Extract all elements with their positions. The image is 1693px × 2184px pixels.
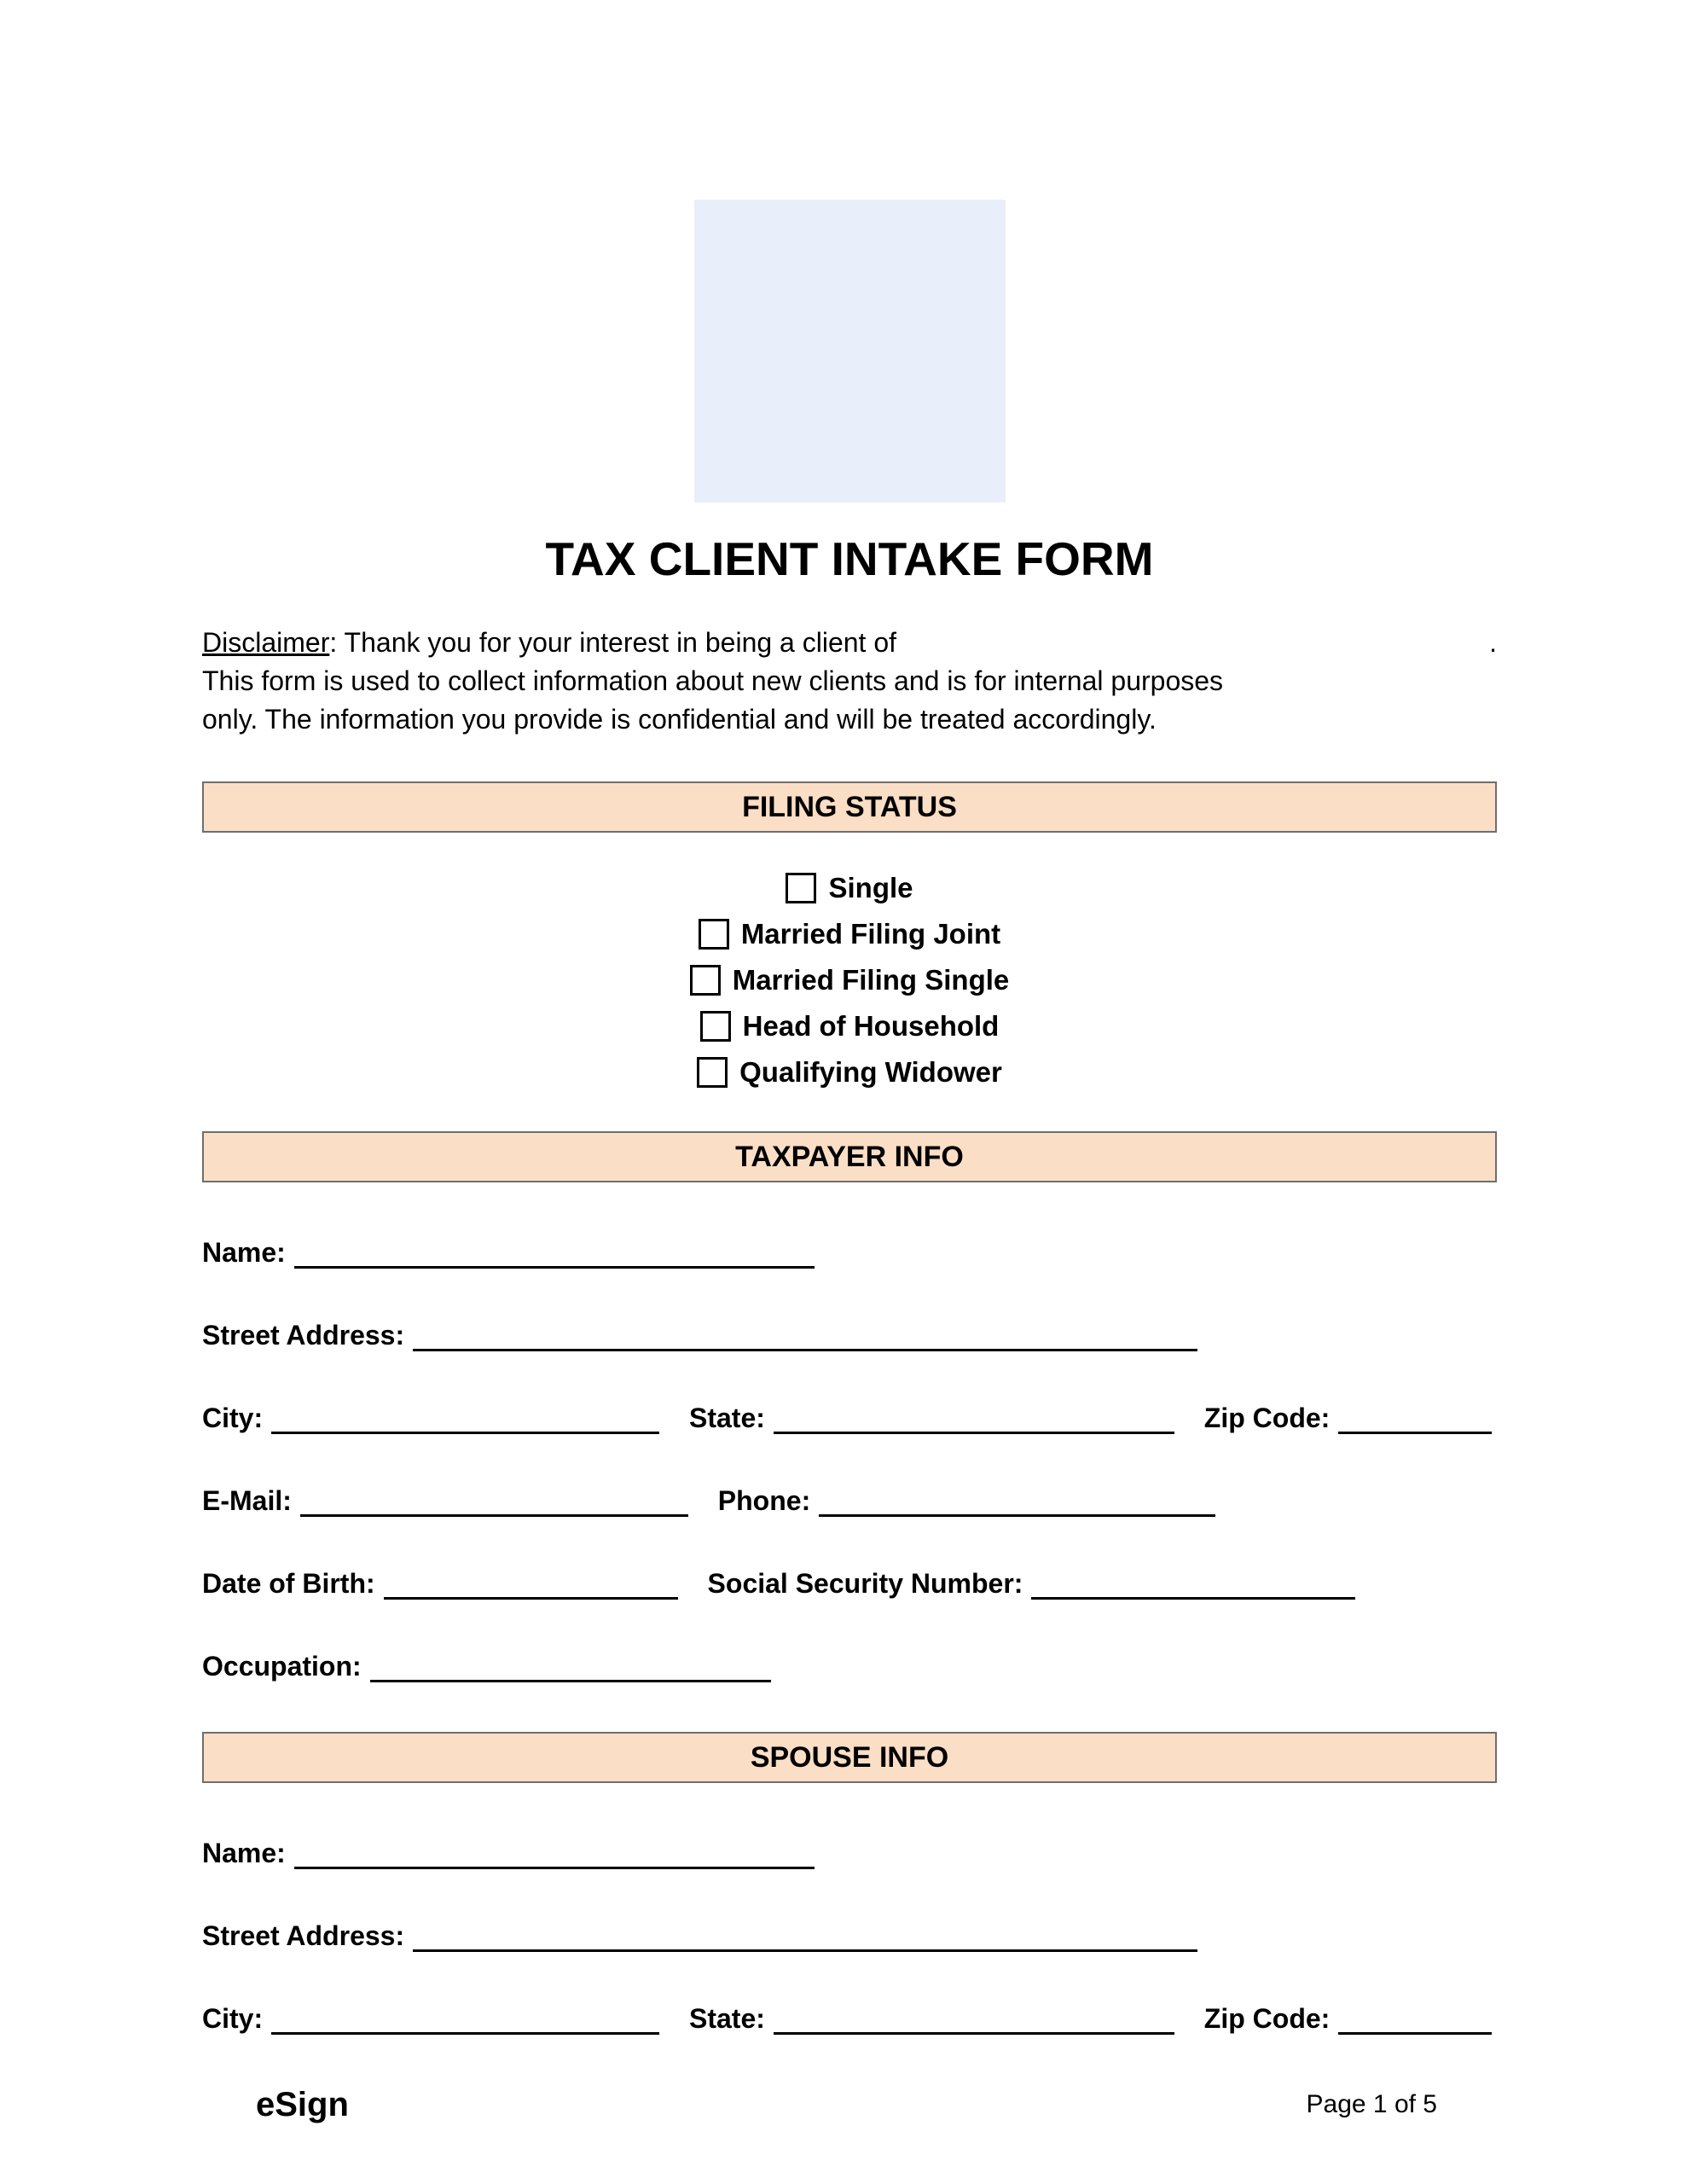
taxpayer-fields	[202, 1235, 1497, 1682]
street-address-label: Street Address:	[202, 1920, 405, 1951]
filing-status-option-head-of-household	[202, 1010, 1497, 1043]
zip-code-label: Zip Code:	[1203, 2003, 1331, 2034]
taxpayer-occupation-row	[202, 1649, 1497, 1682]
page-title: TAX CLIENT INTAKE FORM	[545, 532, 1154, 585]
page-number-indicator: Page 1 of 5	[1306, 2090, 1437, 2118]
section-header-filing-status	[202, 781, 1497, 833]
taxpayer-city-state-zip-row	[202, 1401, 1497, 1434]
taxpayer-occupation-line[interactable]	[370, 1656, 771, 1682]
spouse-city-line[interactable]	[271, 2008, 659, 2035]
disclaimer-line1-period: .	[1489, 627, 1497, 658]
phone-label: Phone:	[717, 1485, 811, 1516]
spouse-street-address-line[interactable]	[413, 1926, 1197, 1952]
city-label: City:	[202, 1403, 264, 1433]
checkbox-label: Single	[828, 872, 913, 903]
email-label: E-Mail:	[202, 1485, 292, 1516]
city-label: City:	[202, 2003, 264, 2034]
taxpayer-zip-line[interactable]	[1338, 1408, 1492, 1434]
taxpayer-name-line[interactable]	[294, 1242, 815, 1269]
taxpayer-name-row	[202, 1235, 1497, 1269]
occupation-label: Occupation:	[202, 1651, 362, 1682]
checkbox-qualifying-widower[interactable]	[697, 1057, 728, 1088]
spouse-name-row	[202, 1836, 1497, 1869]
disclaimer-paragraph	[202, 624, 1497, 739]
section-header-taxpayer-info	[202, 1131, 1497, 1182]
taxpayer-dob-ssn-row	[202, 1566, 1497, 1600]
spouse-zip-line[interactable]	[1338, 2008, 1492, 2035]
filing-status-option-married-filing-joint	[202, 918, 1497, 950]
disclaimer-line-3: only. The information you provide is confidential and will be treated accordingly.	[202, 704, 1157, 735]
spouse-fields	[202, 1836, 1497, 2035]
taxpayer-state-line[interactable]	[774, 1408, 1174, 1434]
taxpayer-ssn-line[interactable]	[1031, 1573, 1355, 1600]
section-header-label: FILING STATUS	[742, 790, 957, 823]
checkbox-label: Married Filing Single	[732, 964, 1010, 996]
section-header-label: SPOUSE INFO	[750, 1740, 949, 1774]
taxpayer-street-row	[202, 1318, 1497, 1351]
taxpayer-street-address-line[interactable]	[413, 1325, 1197, 1351]
filing-status-option-qualifying-widower	[202, 1056, 1497, 1089]
logo-placeholder	[694, 200, 1006, 502]
disclaimer-lead: Disclaimer	[202, 627, 330, 658]
checkbox-label: Head of Household	[742, 1010, 1000, 1042]
taxpayer-phone-line[interactable]	[819, 1490, 1215, 1517]
checkbox-married-filing-joint[interactable]	[699, 919, 729, 950]
disclaimer-line-2: This form is used to collect information about new clients and is for internal purposes	[202, 665, 1224, 696]
checkbox-single[interactable]	[786, 873, 816, 903]
spouse-state-line[interactable]	[774, 2008, 1174, 2035]
zip-code-label: Zip Code:	[1203, 1403, 1331, 1433]
name-label: Name:	[202, 1838, 286, 1868]
date-of-birth-label: Date of Birth:	[202, 1568, 375, 1599]
ssn-label: Social Security Number:	[707, 1568, 1023, 1599]
disclaimer-line1-text: : Thank you for your interest in being a client of	[329, 627, 897, 658]
taxpayer-email-phone-row	[202, 1484, 1497, 1517]
disclaimer-line-1	[202, 624, 1497, 662]
taxpayer-city-line[interactable]	[271, 1408, 659, 1434]
checkbox-label: Married Filing Joint	[740, 918, 1001, 950]
section-header-spouse-info	[202, 1732, 1497, 1783]
esign-brand-logo: eSign	[256, 2086, 349, 2123]
checkbox-head-of-household[interactable]	[700, 1011, 731, 1042]
spouse-street-row	[202, 1919, 1497, 1952]
filing-status-options	[202, 872, 1497, 1089]
taxpayer-email-line[interactable]	[300, 1490, 688, 1517]
name-label: Name:	[202, 1237, 286, 1268]
street-address-label: Street Address:	[202, 1320, 405, 1350]
spouse-city-state-zip-row	[202, 2001, 1497, 2035]
filing-status-option-single	[202, 872, 1497, 904]
spouse-name-line[interactable]	[294, 1843, 815, 1869]
filing-status-option-married-filing-single	[202, 964, 1497, 996]
state-label: State:	[689, 2003, 765, 2034]
checkbox-label: Qualifying Widower	[739, 1056, 1002, 1088]
section-header-label: TAXPAYER INFO	[735, 1140, 964, 1173]
checkbox-married-filing-single[interactable]	[690, 965, 721, 996]
taxpayer-date-of-birth-line[interactable]	[384, 1573, 678, 1600]
state-label: State:	[689, 1403, 765, 1433]
